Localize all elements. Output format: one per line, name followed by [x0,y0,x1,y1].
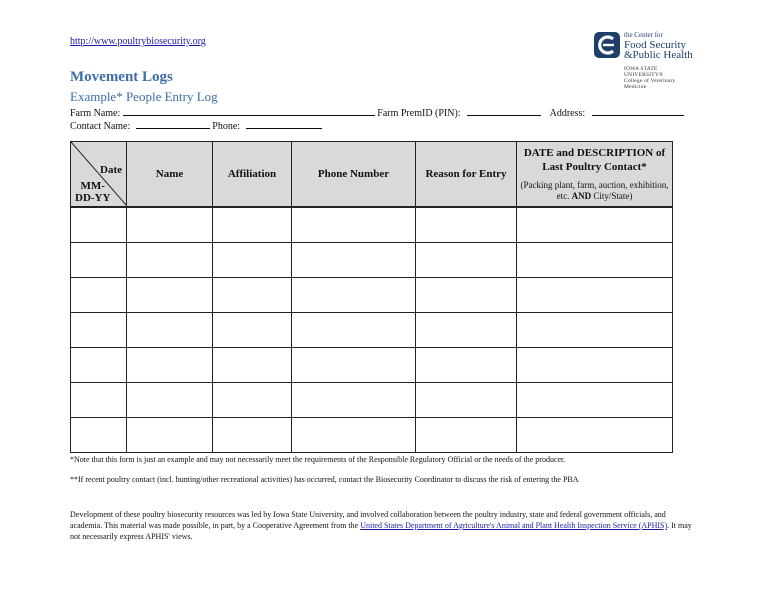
table-header-row [71,142,673,208]
address-field[interactable] [592,107,684,116]
page-subtitle: Example* People Entry Log [70,89,218,104]
logo-line3: &Public Health [624,49,693,61]
table-cell[interactable] [213,207,292,243]
contact-name-label: Contact Name: [70,121,131,132]
last-contact-sub-and: AND [571,191,592,201]
table-cell[interactable] [517,243,673,278]
table-cell[interactable] [127,348,213,383]
table-cell[interactable] [127,243,213,278]
farm-name-label: Farm Name: [70,108,121,119]
table-cell[interactable] [292,383,416,418]
name-column-header: Name [127,142,213,208]
phone-field[interactable] [246,120,322,129]
footer-acknowledgement [70,509,692,542]
table-row [71,313,673,348]
last-contact-sub-b: City/State) [593,191,633,201]
date-column-header [71,142,127,208]
entry-log-table [70,141,673,453]
phone-number-column-header: Phone Number [292,142,416,208]
college-name: College of Veterinary Medicine [624,78,676,90]
table-row [71,243,673,278]
table-cell[interactable] [416,348,517,383]
table-cell[interactable] [71,207,127,243]
table-cell[interactable] [71,383,127,418]
premid-field[interactable] [467,107,541,116]
last-contact-column-header [517,142,673,208]
table-row [71,383,673,418]
table-cell[interactable] [213,313,292,348]
table-cell[interactable] [416,207,517,243]
logo-line1: the Center for [624,31,663,39]
page-title: Movement Logs [70,69,173,85]
table-cell[interactable] [517,383,673,418]
logo-university [624,66,698,90]
example-note: *Note that this form is just an example and may not necessarily meet the requirements of the Responsible Regulatory Official or the needs of the producer. [70,455,566,464]
table-cell[interactable] [213,348,292,383]
table-cell[interactable] [71,418,127,453]
footer-text-b: . It may not necessarily express APHIS' views. [70,521,692,541]
last-contact-title: DATE and DESCRIPTION of Last Poultry Contact* [523,147,666,173]
table-cell[interactable] [416,278,517,313]
table-cell[interactable] [127,418,213,453]
table-cell[interactable] [517,313,673,348]
table-cell[interactable] [292,313,416,348]
table-cell[interactable] [517,278,673,313]
table-row [71,278,673,313]
table-cell[interactable] [416,243,517,278]
contact-info-line [70,120,322,132]
premid-label: Farm PremID (PIN): [377,108,461,119]
table-cell[interactable] [517,207,673,243]
contact-name-field[interactable] [136,120,210,129]
table-cell[interactable] [292,207,416,243]
table-cell[interactable] [292,348,416,383]
cfsph-logo [594,30,698,90]
table-cell[interactable] [127,278,213,313]
table-cell[interactable] [213,383,292,418]
poultry-contact-note: **If recent poultry contact (incl. hunting/other recreational activities) has occurred, contact the Biosecurity Coordinator to discuss the risk of entering the PBA [70,475,579,484]
table-cell[interactable] [71,278,127,313]
table-cell[interactable] [292,418,416,453]
university-name: IOWA STATE UNIVERSITY® [624,66,664,78]
table-cell[interactable] [127,313,213,348]
table-cell[interactable] [292,278,416,313]
logo-line2: Food Security [624,39,687,51]
phone-label: Phone: [212,121,241,132]
last-contact-sub-a: (Packing plant, farm, auction, exhibition, etc. [520,180,669,201]
website-link[interactable]: http://www.poultrybiosecurity.org [70,36,206,47]
date-format-label: MM- DD-YY [75,180,111,204]
table-cell[interactable] [71,348,127,383]
table-cell[interactable] [517,348,673,383]
table-cell[interactable] [71,313,127,348]
table-cell[interactable] [213,418,292,453]
footer-text-a: Development of these poultry biosecurity resources was led by Iowa State University, and involved collaboration between the poultry industry, state and federal government officials, and academia. This material was made possible, in part, by a Cooperative Agreement from the [70,510,666,530]
table-cell[interactable] [517,418,673,453]
table-cell[interactable] [213,243,292,278]
table-row [71,348,673,383]
date-label: Date [100,164,122,176]
table-cell[interactable] [416,313,517,348]
last-contact-subtitle [517,180,672,202]
table-body [71,207,673,453]
table-cell[interactable] [416,383,517,418]
table-cell[interactable] [71,243,127,278]
table-row [71,207,673,243]
farm-info-line [70,107,684,119]
table-cell[interactable] [416,418,517,453]
usda-aphis-link[interactable]: United States Department of Agriculture's Animal and Plant Health Inspection Service (APHIS) [360,521,668,530]
cfsph-logo-icon [594,32,620,58]
reason-column-header: Reason for Entry [416,142,517,208]
table-cell[interactable] [127,383,213,418]
table-cell[interactable] [292,243,416,278]
logo-text [624,30,693,60]
address-label: Address: [549,108,586,119]
table-cell[interactable] [213,278,292,313]
table-row [71,418,673,453]
table-cell[interactable] [127,207,213,243]
farm-name-field[interactable] [123,107,375,116]
affiliation-column-header: Affiliation [213,142,292,208]
